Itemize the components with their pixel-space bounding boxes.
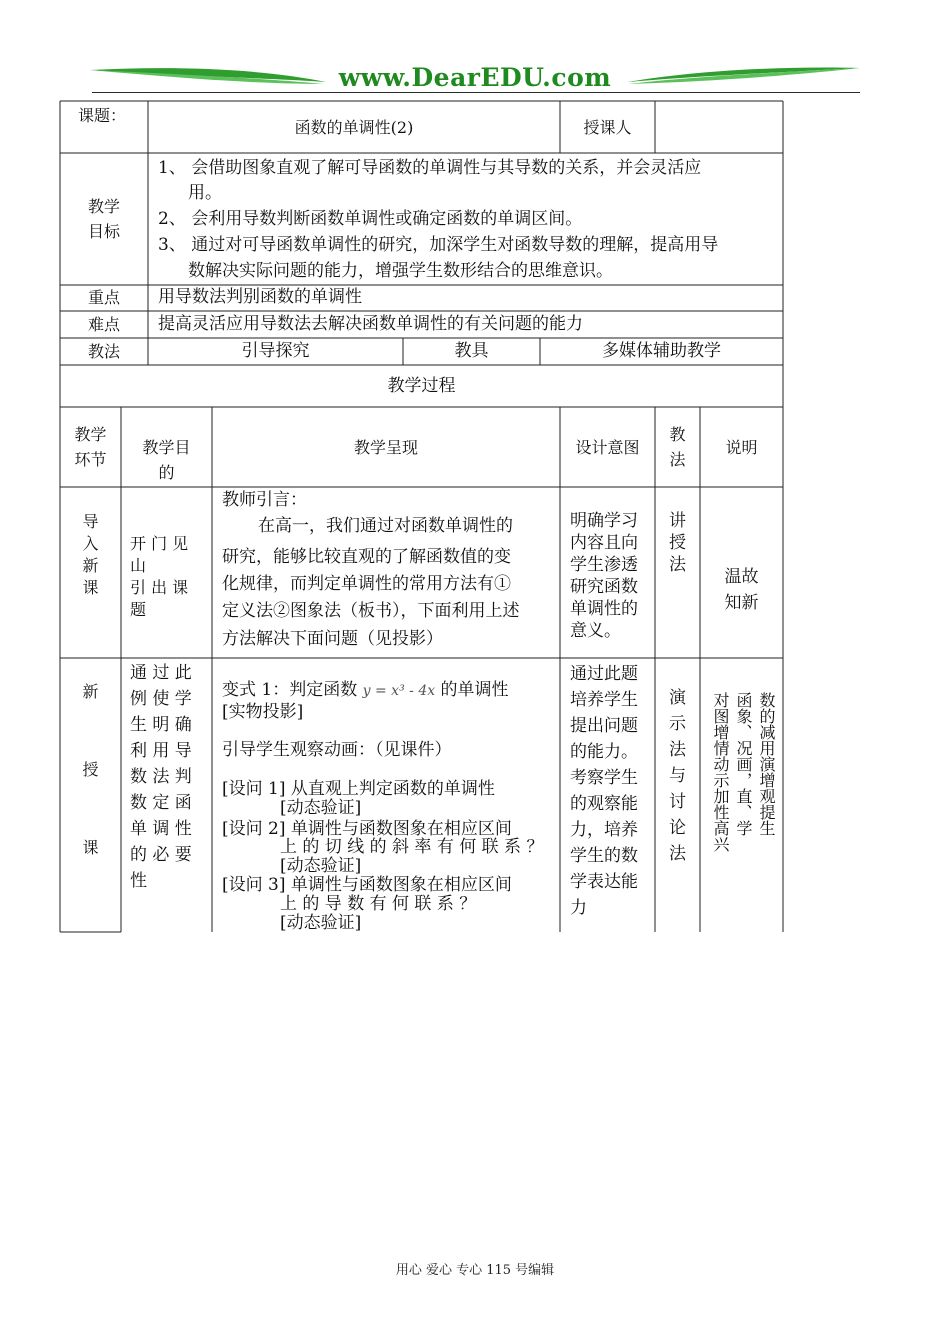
- goal-item-num: 2、: [158, 209, 186, 229]
- new-method-2: 示: [669, 714, 686, 734]
- site-logo-text: www.DearEDU.com: [338, 63, 612, 92]
- col-note: 说明: [725, 438, 758, 457]
- intro-intent-1: 明确学习: [570, 511, 638, 531]
- new-intent-1: 通过此题: [570, 664, 638, 684]
- new-intent-2: 培养学生: [570, 690, 638, 710]
- intro-goal-3: 引 出 课: [130, 578, 189, 597]
- intro-stage-1: 导: [82, 512, 99, 531]
- new-note-col-3: 对图增情动示加性高兴: [711, 692, 730, 852]
- variant-prefix: 变式 1：判定函数: [222, 680, 358, 700]
- variant-line: [222, 679, 509, 703]
- intro-presentation-4: 化规律，而判定单调性的常用方法有①: [222, 574, 511, 594]
- intro-presentation-2: 在高一，我们通过对函数单调性的: [258, 516, 513, 536]
- goals-label-1: 教学: [87, 197, 120, 216]
- teacher-label: 授课人: [583, 118, 632, 137]
- new-stage-1: 新: [82, 682, 99, 701]
- goal-item-num: 1、: [158, 158, 186, 178]
- new-method-3: 法: [669, 740, 686, 760]
- intro-method-1: 讲: [669, 511, 686, 531]
- new-goal-4: 利 用 导: [130, 741, 192, 761]
- intro-intent-2: 内容且向: [570, 533, 638, 553]
- process-title: 教学过程: [387, 376, 456, 396]
- intro-presentation-6: 方法解决下面问题（见投影）: [222, 629, 443, 649]
- intro-intent-3: 学生渗透: [570, 555, 638, 575]
- question-1: [设问 1] 从直观上判定函数的单调性: [222, 779, 495, 799]
- intro-intent-5: 单调性的: [570, 599, 638, 619]
- new-goal-8: 的 必 要: [130, 845, 192, 865]
- key-point-value: 用导数法判别函数的单调性: [158, 287, 362, 307]
- difficulty-value: 提高灵活应用导数法去解决函数单调性的有关问题的能力: [158, 314, 583, 334]
- col-teach-method-1: 教: [669, 425, 686, 444]
- goal-item-3-cont: 数解决实际问题的能力，增强学生数形结合的思维意识。: [188, 261, 613, 281]
- new-intent-8: 学生的数: [570, 846, 638, 866]
- new-goal-1: 通 过 此: [130, 663, 192, 683]
- intro-intent-6: 意义。: [570, 621, 621, 641]
- col-stage-1: 教学: [74, 425, 107, 444]
- page-footer: 用心 爱心 专心 115 号编辑: [395, 1263, 555, 1278]
- new-intent-7: 力，培养: [570, 820, 638, 840]
- intro-method-2: 授: [669, 533, 686, 553]
- intro-presentation-5: 定义法②图象法（板书），下面利用上述: [222, 601, 520, 621]
- intro-note-2: 知新: [724, 593, 759, 613]
- goals-label-2: 目标: [87, 222, 120, 241]
- col-presentation: 教学呈现: [353, 438, 418, 457]
- new-method-4: 与: [669, 766, 686, 786]
- question-2-verify: [动态验证]: [280, 856, 362, 876]
- variant-formula: y = x³ - 4x: [362, 683, 436, 699]
- intro-stage-3: 新: [82, 556, 99, 575]
- guide-text: 引导学生观察动画：（见课件）: [222, 740, 452, 760]
- topic-label: 课题：: [78, 106, 127, 125]
- question-3-verify: [动态验证]: [280, 913, 362, 933]
- intro-goal-2: 山: [130, 556, 147, 575]
- question-3-cont: 上 的 导 数 有 何 联 系 ？: [280, 894, 477, 914]
- new-goal-7: 单 调 性: [130, 819, 192, 839]
- goal-item-1: [158, 156, 701, 181]
- goal-item-text: 会利用导数判断函数单调性或确定函数的单调区间。: [191, 209, 583, 229]
- new-note-col-1: 数的减用演增观提生: [757, 692, 776, 836]
- intro-intent-4: 研究函数: [570, 577, 638, 597]
- goal-item-text: 会借助图象直观了解可导函数的单调性与其导数的关系，并会灵活应: [191, 158, 702, 178]
- tools-value: 多媒体辅助教学: [602, 341, 721, 361]
- goal-item-1-cont: 用。: [188, 183, 222, 203]
- new-stage-3: 课: [82, 838, 99, 857]
- new-intent-6: 的观察能: [570, 794, 638, 814]
- intro-presentation-1: 教师引言：: [222, 490, 307, 510]
- intro-stage-4: 课: [82, 578, 99, 597]
- method-value: 引导探究: [241, 341, 310, 361]
- col-stage-2: 环节: [74, 450, 107, 469]
- new-method-1: 演: [669, 688, 686, 708]
- question-2-cont: 上 的 切 线 的 斜 率 有 何 联 系 ？: [280, 837, 544, 857]
- question-2: [设问 2] 单调性与函数图象在相应区间: [222, 819, 512, 839]
- new-goal-3: 生 明 确: [130, 715, 192, 735]
- goal-item-text: 通过对可导函数单调性的研究，加深学生对函数导数的理解，提高用导: [191, 235, 719, 255]
- new-method-6: 论: [669, 818, 686, 838]
- new-stage-2: 授: [82, 760, 99, 779]
- new-method-7: 法: [669, 844, 686, 864]
- goal-item-num: 3、: [158, 235, 186, 255]
- new-intent-10: 力: [570, 898, 587, 918]
- new-goal-5: 数 法 判: [130, 767, 192, 787]
- new-goal-9: 性: [130, 871, 147, 891]
- key-point-label: 重点: [87, 288, 120, 307]
- new-method-5: 讨: [669, 792, 686, 812]
- intro-method-3: 法: [669, 555, 686, 575]
- new-intent-5: 考察学生: [570, 768, 638, 788]
- goal-item-2: [158, 207, 582, 232]
- intro-goal-1: 开 门 见: [130, 534, 189, 553]
- intro-goal-4: 题: [130, 600, 147, 619]
- col-goal-1: 教学目: [142, 438, 191, 457]
- intro-note-1: 温故: [724, 567, 759, 587]
- difficulty-label: 难点: [87, 315, 120, 334]
- question-3: [设问 3] 单调性与函数图象在相应区间: [222, 875, 512, 895]
- variant-projection: [实物投影]: [222, 702, 304, 722]
- goal-item-3: [158, 233, 718, 258]
- new-note-col-2: 函象、况画，直、学: [734, 692, 753, 836]
- col-goal-2: 的: [158, 463, 175, 482]
- intro-stage-2: 入: [82, 534, 99, 553]
- question-1-verify: [动态验证]: [280, 798, 362, 818]
- topic-title: 函数的单调性(2): [294, 118, 414, 137]
- col-teach-method-2: 法: [669, 450, 686, 469]
- tools-label: 教具: [454, 341, 489, 361]
- new-goal-2: 例 使 学: [130, 689, 192, 709]
- variant-suffix: 的单调性: [440, 680, 509, 700]
- method-label: 教法: [87, 342, 120, 361]
- new-intent-9: 学表达能: [570, 872, 638, 892]
- new-goal-6: 数 定 函: [130, 793, 192, 813]
- col-intent: 设计意图: [575, 438, 640, 457]
- new-intent-3: 提出问题: [570, 716, 638, 736]
- intro-presentation-3: 研究，能够比较直观的了解函数值的变: [222, 547, 511, 567]
- new-intent-4: 的能力。: [570, 742, 638, 762]
